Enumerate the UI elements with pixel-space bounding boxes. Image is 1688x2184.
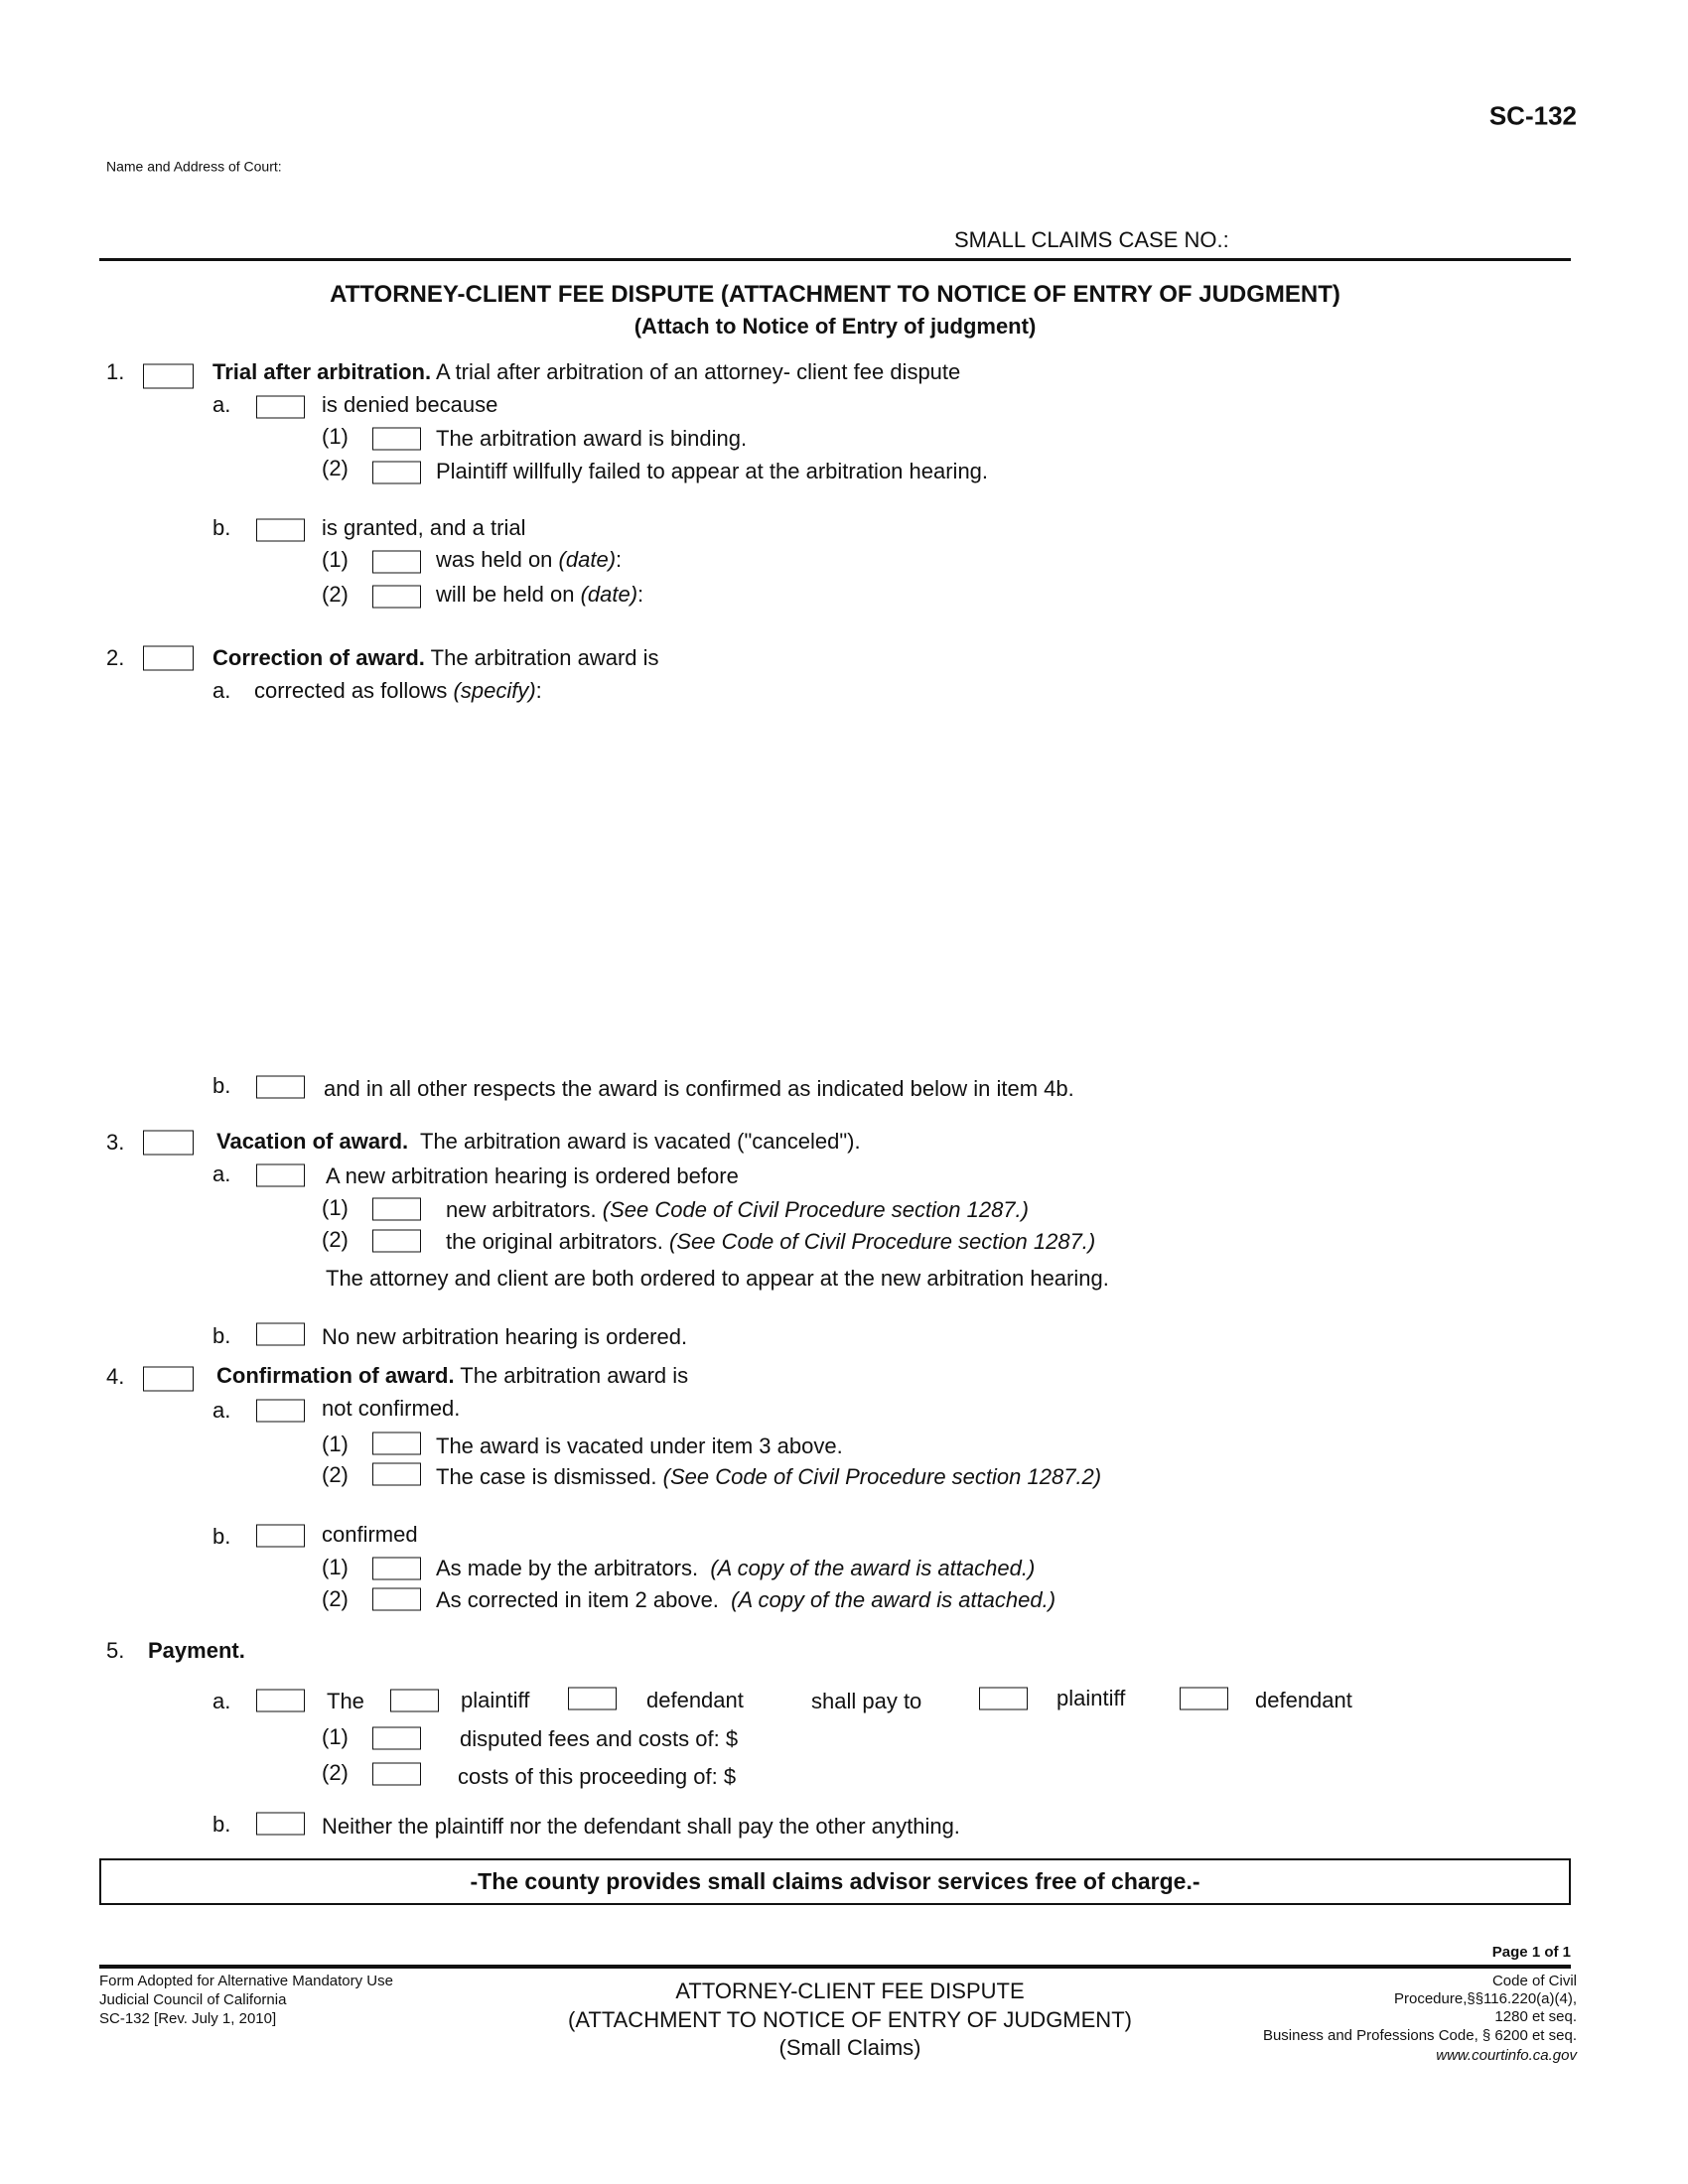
footer-title: (Small Claims) — [778, 2034, 921, 2060]
item-1a2-number: (2) — [322, 455, 349, 480]
footer-left-line: SC-132 [Rev. July 1, 2010] — [99, 2009, 277, 2027]
item-3a1-label: new arbitrators. — [446, 1196, 597, 1222]
item-1-desc: A trial after arbitration of an attorney- client fee dispute — [435, 358, 961, 384]
payee-defendant-checkbox[interactable] — [1180, 1688, 1228, 1710]
item-3a2-note: (See Code of Civil Procedure section 1287.) — [669, 1228, 1096, 1254]
item-2b-checkbox[interactable] — [256, 1076, 305, 1099]
page-title: ATTORNEY-CLIENT FEE DISPUTE (ATTACHMENT TO NOTICE OF ENTRY OF JUDGMENT) — [330, 280, 1340, 308]
case-number-label: SMALL CLAIMS CASE NO.: — [954, 226, 1229, 252]
item-3b-checkbox[interactable] — [256, 1323, 305, 1346]
item-1a-checkbox[interactable] — [256, 396, 305, 419]
item-3-checkbox[interactable] — [143, 1131, 194, 1156]
item-3a2-number: (2) — [322, 1226, 349, 1252]
item-1a1-text: The arbitration award is binding. — [436, 425, 748, 451]
item-1a1-number: (1) — [322, 423, 349, 449]
item-3a1-number: (1) — [322, 1194, 349, 1220]
item-2a-text — [254, 679, 542, 703]
item-3b-text: No new arbitration hearing is ordered. — [322, 1323, 688, 1349]
item-1b-text: is granted, and a trial — [322, 514, 526, 540]
item-3a2-checkbox[interactable] — [372, 1230, 421, 1253]
item-5a1-checkbox[interactable] — [372, 1727, 421, 1750]
item-3a1-note: (See Code of Civil Procedure section 1287.) — [602, 1196, 1029, 1222]
item-1b1-label: was held on — [436, 546, 553, 572]
item-4b1-note: (A copy of the award is attached.) — [710, 1555, 1036, 1580]
item-4a-label: a. — [212, 1397, 231, 1423]
footer-citation: Business and Professions Code, § 6200 et seq. — [1262, 2026, 1577, 2044]
item-2a-label-text: corrected as follows — [254, 677, 448, 703]
page-subtitle: (Attach to Notice of Entry of judgment) — [633, 313, 1037, 339]
header-divider — [99, 258, 1571, 261]
item-1-checkbox[interactable] — [143, 364, 194, 389]
item-3a-label: a. — [212, 1160, 231, 1186]
item-3-desc: The arbitration award is vacated ("canceled"). — [420, 1128, 861, 1154]
item-2-number: 2. — [106, 644, 125, 670]
the-label: The — [327, 1688, 364, 1713]
item-3-number: 3. — [106, 1129, 125, 1155]
item-3-heading: Vacation of award. — [216, 1128, 409, 1154]
court-name-label: Name and Address of Court: — [106, 158, 282, 175]
item-1b2-number: (2) — [322, 581, 349, 607]
footer-citation: Procedure,§§116.220(a)(4), — [1394, 1989, 1577, 2007]
item-1b-checkbox[interactable] — [256, 519, 305, 542]
item-4-checkbox[interactable] — [143, 1367, 194, 1392]
item-2b-text: and in all other respects the award is confirmed as indicated below in item 4b. — [324, 1075, 1074, 1101]
colon: : — [637, 581, 644, 607]
payer-defendant-label: defendant — [646, 1687, 744, 1712]
item-5a2-number: (2) — [322, 1759, 349, 1785]
item-1a-label: a. — [212, 391, 231, 417]
item-2a-label: a. — [212, 677, 231, 703]
payee-plaintiff-label: plaintiff — [1056, 1685, 1126, 1710]
item-3a-note: The attorney and client are both ordered to appear at the new arbitration hearing. — [326, 1265, 1109, 1291]
item-4-desc: The arbitration award is — [460, 1362, 689, 1388]
payer-plaintiff-label: plaintiff — [461, 1687, 530, 1712]
payer-defendant-checkbox[interactable] — [568, 1688, 617, 1710]
item-4b1-label: As made by the arbitrators. — [436, 1555, 699, 1580]
item-5b-text: Neither the plaintiff nor the defendant shall pay the other anything. — [322, 1813, 960, 1839]
item-3a-checkbox[interactable] — [256, 1164, 305, 1187]
item-4b1-number: (1) — [322, 1554, 349, 1579]
item-4a1-checkbox[interactable] — [372, 1433, 421, 1455]
item-1a2-checkbox[interactable] — [372, 462, 421, 484]
item-4a2-number: (2) — [322, 1461, 349, 1487]
item-2-checkbox[interactable] — [143, 646, 194, 671]
item-4a-checkbox[interactable] — [256, 1400, 305, 1423]
item-4-text — [216, 1364, 688, 1388]
item-2-desc: The arbitration award is — [430, 644, 659, 670]
item-5a1-number: (1) — [322, 1723, 349, 1749]
item-4b1-text — [436, 1557, 1035, 1580]
item-5a1-text: disputed fees and costs of: $ — [460, 1725, 739, 1751]
item-4b2-text — [436, 1588, 1055, 1612]
shall-pay-label: shall pay to — [811, 1688, 922, 1713]
payee-defendant-label: defendant — [1255, 1687, 1352, 1712]
item-3a2-label: the original arbitrators. — [446, 1228, 663, 1254]
item-3a2-text — [446, 1230, 1095, 1254]
item-4-heading: Confirmation of award. — [216, 1362, 455, 1388]
specify-hint: (specify) — [453, 677, 536, 703]
item-1b1-number: (1) — [322, 546, 349, 572]
item-5a2-checkbox[interactable] — [372, 1763, 421, 1786]
item-3a1-checkbox[interactable] — [372, 1198, 421, 1221]
item-4b2-note: (A copy of the award is attached.) — [731, 1586, 1056, 1612]
item-4b2-checkbox[interactable] — [372, 1588, 421, 1611]
footer-title: ATTORNEY-CLIENT FEE DISPUTE — [675, 1978, 1025, 2003]
item-3-text — [216, 1130, 861, 1154]
item-4b2-number: (2) — [322, 1585, 349, 1611]
footer-left-line: Form Adopted for Alternative Mandatory Use — [99, 1972, 393, 1989]
item-1-text — [212, 360, 960, 384]
item-2b-label: b. — [212, 1072, 231, 1098]
item-4b-text: confirmed — [322, 1521, 418, 1547]
item-1a1-checkbox[interactable] — [372, 428, 421, 451]
item-3a-text: A new arbitration hearing is ordered before — [326, 1162, 739, 1188]
item-3a1-text — [446, 1198, 1029, 1222]
item-2-heading: Correction of award. — [212, 644, 425, 670]
footer-website-link[interactable]: www.courtinfo.ca.gov — [1436, 2046, 1577, 2064]
item-4a2-text — [436, 1465, 1101, 1489]
item-4a1-text: The award is vacated under item 3 above. — [436, 1433, 843, 1458]
form-number: SC-132 — [1488, 100, 1577, 131]
page-number: Page 1 of 1 — [1491, 1943, 1571, 1961]
footer-citation: 1280 et seq. — [1494, 2007, 1577, 2025]
item-4a2-label: The case is dismissed. — [436, 1463, 657, 1489]
advisor-banner: -The county provides small claims advisor services free of charge.- — [99, 1858, 1571, 1905]
item-1b2-checkbox[interactable] — [372, 586, 421, 609]
footer-title: (ATTACHMENT TO NOTICE OF ENTRY OF JUDGMENT) — [568, 2006, 1132, 2032]
item-1-number: 1. — [106, 358, 125, 384]
item-4a1-number: (1) — [322, 1431, 349, 1456]
item-5a-label: a. — [212, 1688, 231, 1713]
item-1b2-label: will be held on — [436, 581, 575, 607]
payer-plaintiff-checkbox[interactable] — [390, 1690, 439, 1712]
item-1b-label: b. — [212, 514, 231, 540]
item-1b2-text — [436, 583, 643, 607]
item-5b-checkbox[interactable] — [256, 1813, 305, 1836]
item-2-text — [212, 646, 659, 670]
item-5-heading: Payment. — [148, 1637, 245, 1663]
item-4a2-checkbox[interactable] — [372, 1463, 421, 1486]
date-hint: (date) — [558, 546, 617, 572]
item-4b-label: b. — [212, 1523, 231, 1549]
item-1-heading: Trial after arbitration. — [212, 358, 432, 384]
item-3b-label: b. — [212, 1322, 231, 1348]
payee-plaintiff-checkbox[interactable] — [979, 1688, 1028, 1710]
item-1a2-text: Plaintiff willfully failed to appear at the arbitration hearing. — [436, 458, 989, 483]
item-5a-checkbox[interactable] — [256, 1690, 305, 1712]
item-1b1-text — [436, 548, 622, 572]
item-4a-text: not confirmed. — [322, 1395, 461, 1421]
item-4b-checkbox[interactable] — [256, 1525, 305, 1548]
item-1b1-checkbox[interactable] — [372, 551, 421, 574]
footer-left-line: Judicial Council of California — [99, 1990, 287, 2008]
item-5b-label: b. — [212, 1811, 231, 1837]
item-1a-text: is denied because — [322, 391, 498, 417]
footer-divider — [99, 1965, 1571, 1969]
item-4a2-note: (See Code of Civil Procedure section 1287.2) — [662, 1463, 1102, 1489]
date-hint: (date) — [580, 581, 638, 607]
item-4-number: 4. — [106, 1363, 125, 1389]
footer-citation: Code of Civil — [1491, 1972, 1577, 1989]
item-5a2-text: costs of this proceeding of: $ — [458, 1763, 737, 1789]
colon: : — [616, 546, 623, 572]
colon: : — [535, 677, 542, 703]
item-4b2-label: As corrected in item 2 above. — [436, 1586, 719, 1612]
item-4b1-checkbox[interactable] — [372, 1558, 421, 1580]
item-5-number: 5. — [106, 1637, 125, 1663]
